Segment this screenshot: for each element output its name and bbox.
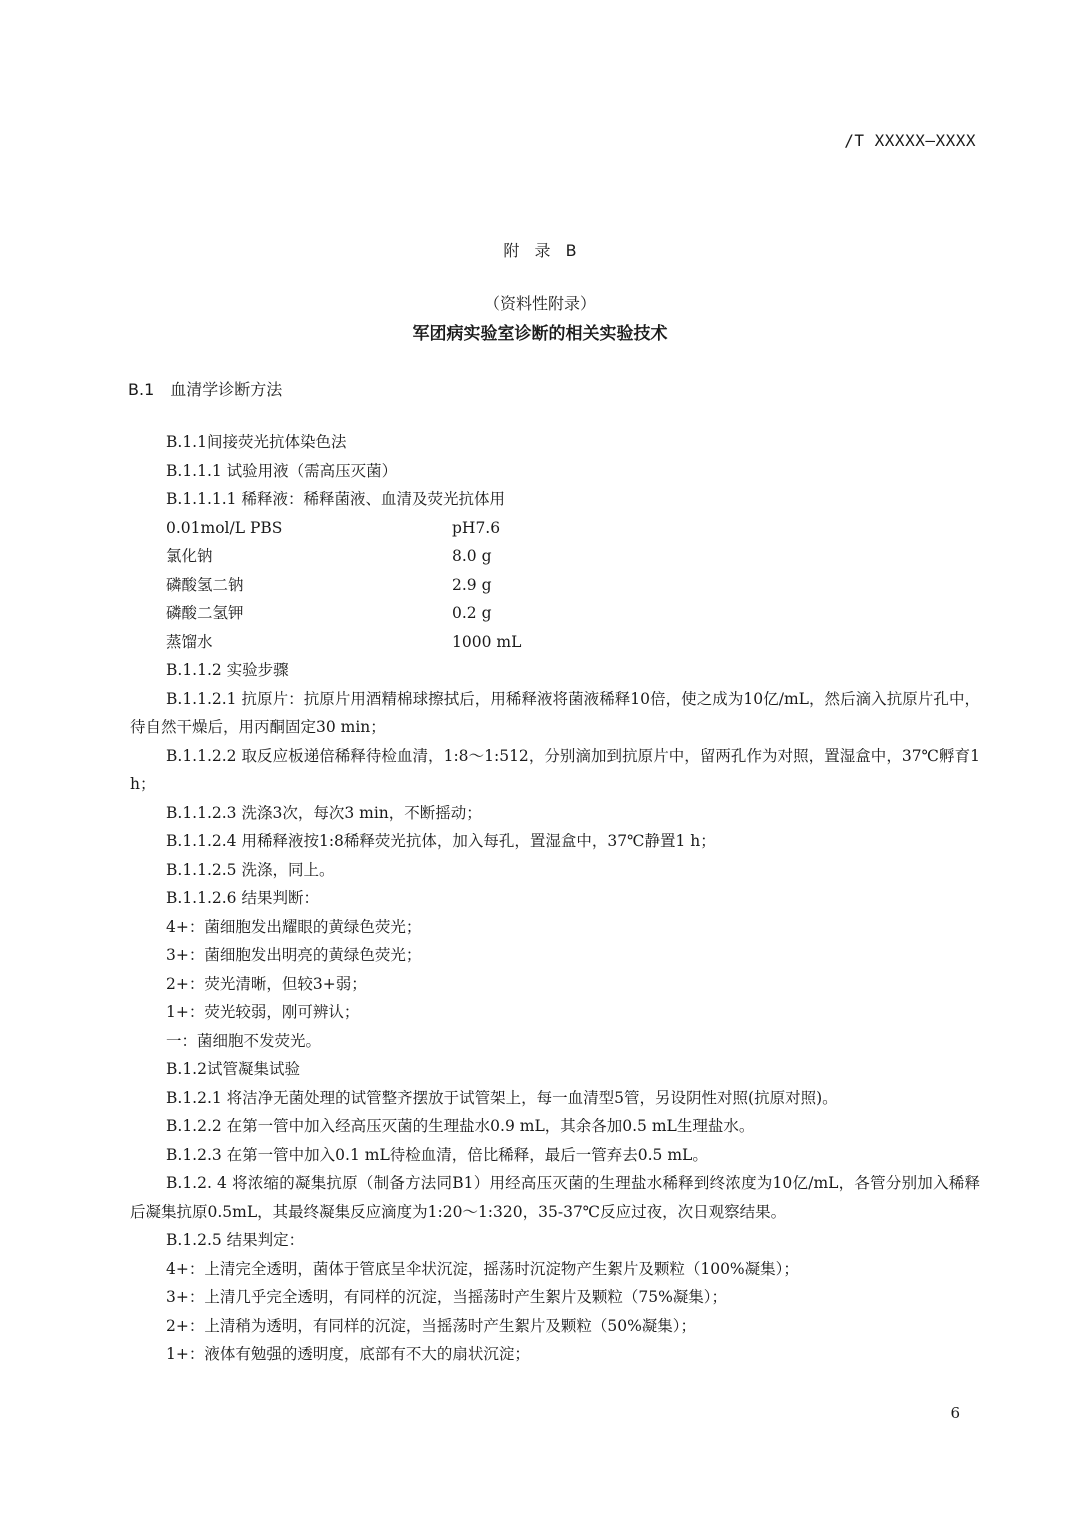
reagent-amount: 8.0 g [452, 547, 492, 565]
paragraph: B.1.1.2.2 取反应板递倍稀释待检血清，1:8～1:512，分别滴加到抗原片中，留两孔作为对照，置湿盒中，37℃孵育1 h； [130, 746, 985, 793]
paragraph: 1+：荧光较弱，刚可辨认； [166, 1003, 360, 1021]
reagent-row [130, 542, 980, 571]
paragraph: B.1.2.3 在第一管中加入0.1 mL待检血清，倍比稀释，最后一管弃去0.5 mL。 [166, 1145, 708, 1164]
appendix-subtitle: 军团病实验室诊断的相关实验技术 [412, 324, 668, 344]
section-number: B.1 [128, 380, 155, 399]
paragraph: 2+：上清稍为透明，有同样的沉淀，当摇荡时产生絮片及颗粒（50%凝集）； [166, 1316, 697, 1335]
reagent-row [130, 599, 980, 628]
section-heading [128, 377, 282, 400]
page-number: 6 [950, 1404, 960, 1422]
paragraph: 一：菌细胞不发荧光。 [166, 1031, 322, 1050]
paragraph: B.1.2试管凝集试验 [166, 1060, 300, 1078]
reagent-amount: pH7.6 [452, 518, 501, 537]
paragraph: 3+：上清几乎完全透明，有同样的沉淀，当摇荡时产生絮片及颗粒（75%凝集）； [166, 1288, 728, 1306]
paragraph: B.1.2.5 结果判定： [166, 1231, 305, 1249]
paragraph: B.1.1间接荧光抗体染色法 [166, 433, 347, 451]
appendix-title: 附 录 B [503, 241, 577, 260]
paragraph: 3+：菌细胞发出明亮的黄绿色荧光； [166, 946, 422, 964]
paragraph: 4+：上清完全透明，菌体于管底呈伞状沉淀，摇荡时沉淀物产生絮片及颗粒（100%凝集）； [166, 1259, 799, 1278]
paragraph: B.1.1.1 试验用液（需高压灭菌） [166, 461, 398, 480]
reagent-name: 磷酸氢二钠 [166, 575, 244, 594]
reagent-amount: 2.9 g [452, 575, 492, 594]
document-id: /T XXXXX—XXXX [844, 131, 976, 150]
paragraph: B.1.1.2.3 洗涤3次，每次3 min，不断摇动； [166, 803, 482, 822]
reagent-row [130, 514, 980, 543]
section-title: 血清学诊断方法 [170, 380, 283, 399]
paragraph: B.1.1.1.1 稀释液：稀释菌液、血清及荧光抗体用 [166, 490, 505, 508]
paragraph: 2+：荧光清晰，但较3+弱； [166, 974, 367, 993]
reagent-name: 蒸馏水 [166, 632, 213, 651]
paragraph: B.1.1.2.1 抗原片：抗原片用酒精棉球擦拭后，用稀释液将菌液稀释10倍，使之成为10亿/mL，然后滴入抗原片孔中，待自然干燥后，用丙酮固定30 min； [130, 689, 980, 736]
paragraph: B.1.2.1 将洁净无菌处理的试管整齐摆放于试管架上，每一血清型5管，另设阴性对照(抗原对照)。 [166, 1088, 838, 1107]
paragraph: B.1.1.2.6 结果判断： [166, 889, 319, 907]
paragraph: 1+：液体有勉强的透明度，底部有不大的扇状沉淀； [166, 1345, 530, 1363]
reagent-row [130, 628, 980, 657]
reagent-name: 磷酸二氢钾 [166, 604, 244, 622]
paragraph: B.1.1.2.5 洗涤，同上。 [166, 860, 335, 879]
paragraph: B.1.1.2 实验步骤 [166, 661, 289, 679]
reagent-amount: 0.2 g [452, 604, 492, 622]
reagent-amount: 1000 mL [452, 632, 522, 651]
paragraph: B.1.1.2.4 用稀释液按1:8稀释荧光抗体，加入每孔，置湿盒中，37℃静置1 h； [166, 832, 716, 850]
reagent-name: 0.01mol/L PBS [166, 518, 283, 537]
paragraph: 4+：菌细胞发出耀眼的黄绿色荧光； [166, 917, 422, 936]
reagent-row [130, 571, 980, 600]
appendix-type: （资料性附录） [483, 294, 596, 313]
paragraph: B.1.2.2 在第一管中加入经高压灭菌的生理盐水0.9 mL，其余各加0.5 mL生理盐水。 [166, 1117, 755, 1135]
reagent-name: 氯化钠 [166, 547, 213, 565]
document-body [130, 428, 985, 1369]
paragraph: B.1.2. 4 将浓缩的凝集抗原（制备方法同B1）用经高压灭菌的生理盐水稀释到终浓度为10亿/mL，各管分别加入稀释后凝集抗原0.5mL，其最终凝集反应滴度为1:20～1:320，35-37℃反应过夜，次日观察结果。 [130, 1174, 980, 1221]
